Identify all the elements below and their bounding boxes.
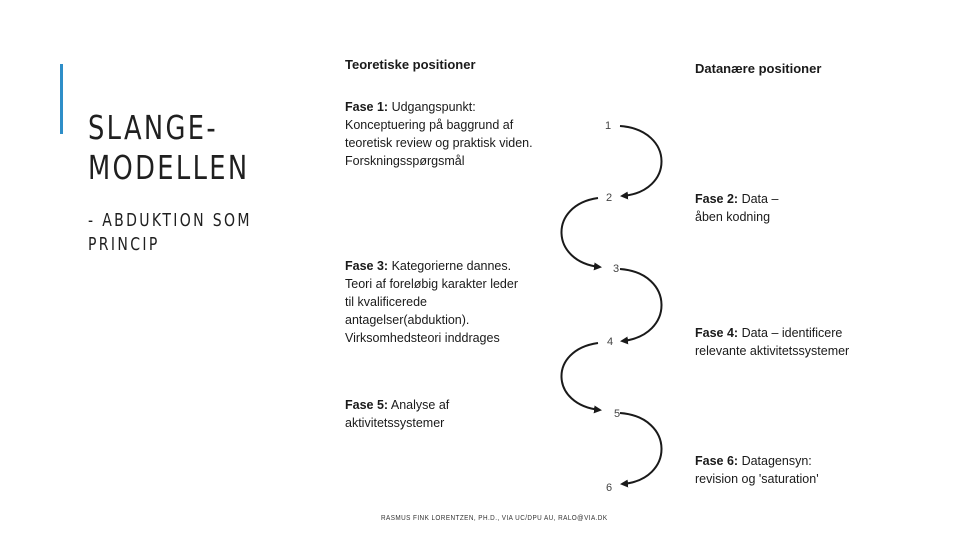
step-number-1: 1 [605,120,612,132]
phase-1-line-2: Konceptuering på baggrund af [345,118,514,132]
phase-3-text [345,257,518,347]
phase-1-line-3: teoretisk review og praktisk viden. [345,136,533,150]
footer-credit: RASMUS FINK LORENTZEN, PH.D., VIA UC/DPU AU, RALO@VIA.DK [381,513,608,522]
phase-5-text [345,396,449,432]
arrow-5-to-6 [620,413,662,484]
phase-4-name: Fase 4: [695,326,739,340]
phase-3-name: Fase 3: [345,259,389,273]
phase-2-text [695,190,778,226]
phase-1-line-1: Udgangspunkt: [391,100,476,114]
phase-6-name: Fase 6: [695,454,739,468]
phase-3-line-4: antagelser(abduktion). [345,313,470,327]
phase-1-line-4: Forskningsspørgsmål [345,154,465,168]
arrow-2-to-3 [561,198,600,267]
data-positions-header: Datanære positioner [695,61,822,76]
phase-3-line-2: Teori af foreløbig karakter leder [345,277,518,291]
step-number-3: 3 [613,263,620,275]
arrow-1-to-2 [620,126,662,196]
phase-1-name: Fase 1: [345,100,389,114]
slide-subtitle-line-2: PRINCIP [88,234,160,255]
phase-4-text [695,324,849,360]
phase-6-line-1: Datagensyn: [741,454,812,468]
phase-4-line-2: relevante aktivitetssystemer [695,344,850,358]
slide-title-line-2: MODELLEN [88,148,250,187]
phase-2-line-2: åben kodning [695,210,771,224]
phase-5-line-1: Analyse af [390,398,450,412]
arrow-4-to-5 [561,343,600,410]
phase-6-text [695,452,819,488]
step-number-5: 5 [614,408,621,420]
phase-1-text [345,98,533,170]
arrow-3-to-4 [620,269,662,341]
phase-6-line-2: revision og 'saturation' [695,472,819,486]
step-number-4: 4 [607,336,614,348]
phase-4-line-1: Data – identificere [741,326,843,340]
slide-title-line-1: SLANGE- [88,108,219,147]
phase-2-line-1: Data – [741,192,779,206]
theoretical-positions-header: Teoretiske positioner [345,57,476,72]
step-number-2: 2 [606,192,613,204]
phase-5-line-2: aktivitetssystemer [345,416,445,430]
slide-subtitle-line-1: - ABDUKTION SOM [88,210,252,231]
step-number-6: 6 [606,482,613,494]
phase-3-line-3: til kvalificerede [345,295,427,309]
phase-3-line-5: Virksomhedsteori inddrages [345,331,500,345]
phase-2-name: Fase 2: [695,192,739,206]
phase-3-line-1: Kategorierne dannes. [391,259,512,273]
phase-5-name: Fase 5: [345,398,389,412]
